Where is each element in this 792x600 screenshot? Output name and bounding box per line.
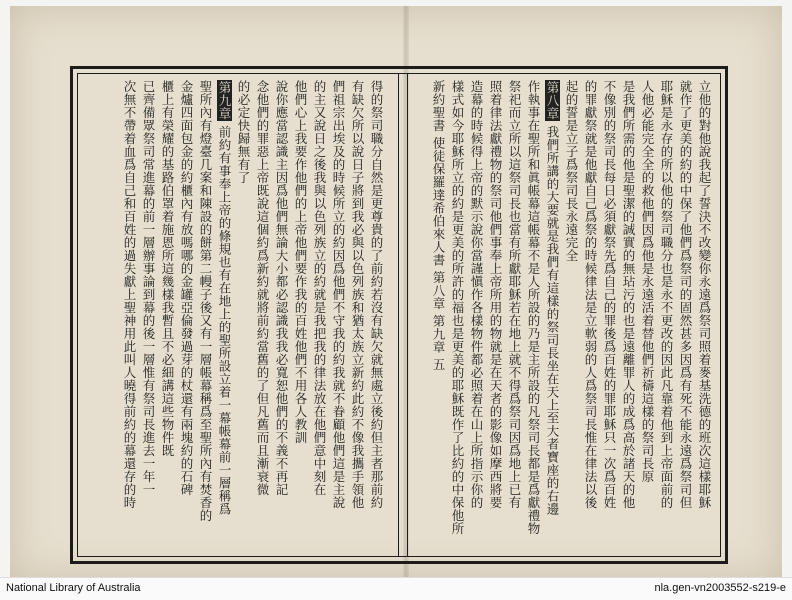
left-text-column: 得的祭司職分自然是更尊貴的了前約若沒有缺欠就無處立後約但主者那前約 (369, 80, 384, 509)
right-text-column: 的罪獻祭就是他獻自己爲祭的時候律法是立軟弱的人爲祭司長惟在律法以後 (583, 80, 598, 509)
left-text-column: 有缺欠所以說日子將到我必與以色列族和猶太族立新約此約不像我攜手領他 (350, 80, 365, 509)
right-text-column: 耶穌是永存的所以他的祭司職分也是永不更改的因此凡靠着他到上帝面前的 (659, 80, 674, 509)
left-text-column: 說你應當認識主因爲他們無論大小都必認識我我必寬恕他們的不義不再記 (274, 80, 289, 496)
center-gutter (398, 74, 408, 556)
right-text-column: 作執事在聖所和眞帳幕這帳幕不是人所設的乃是主所設的凡祭司長都是爲獻禮物 (526, 80, 541, 535)
left-text-column (215, 80, 234, 550)
left-text-column: 聖所內有燈臺几案和陳設的餅第二幔子後又有一層帳幕稱爲至聖所內有焚香的 (198, 80, 213, 522)
column-text: 我們所講的大要就是我們有這樣的祭司長坐在天上至大者寶座的右邊 (545, 121, 560, 516)
chapter-heading: 第八章 (545, 81, 560, 120)
left-text-column: 的必定快歸無有了 (236, 80, 251, 184)
right-text-column: 是我們所需的他是聖潔的誠實的無玷污的也是遠離罪人的成爲高於諸天的他 (621, 80, 636, 509)
text-frame (70, 66, 728, 564)
left-text-column: 金爐四面包金的約櫃內有放嗎哪的金罐亞倫發過芽的杖還有兩塊約的石碑 (179, 80, 194, 496)
text-frame-inner (77, 73, 721, 557)
left-page-text (84, 80, 386, 550)
right-text-column: 人他必能完全全的救他們因爲他是永遠活着替他們祈禱這樣的祭司長原 (640, 80, 655, 483)
right-text-column (543, 80, 562, 550)
right-text-column: 起的誓是立子爲祭司長永遠完全 (564, 80, 579, 262)
left-text-column: 們祖宗出埃及的時候所立的約因爲他們不守我的約我就不眷顧他們這是主說 (331, 80, 346, 509)
left-text-column: 的主又說日之後我與以色列族立的約就是我把我的律法放在他們意中刻在 (312, 80, 327, 496)
book-spread (10, 6, 782, 580)
left-text-column: 他們心上我要作他們的上帝他們要作我的百姓他們不用各人教訓 (293, 80, 308, 444)
column-text: 前約有事奉上帝的條規也有在地上的聖所設立着一幕帳幕前一層稱爲 (217, 121, 232, 516)
right-text-column: 照着律法獻禮物的祭司他們事奉上帝所用的物就是在天者的影像如摩西將要 (488, 80, 503, 509)
footer-identifier: nla.gen-vn2003552-s219-e (654, 582, 786, 594)
footer-source: National Library of Australia (6, 582, 141, 594)
left-text-column: 已齊備眾祭司常進幕的前一層辦事論到幕的後一層惟有祭司長進去一年一 (141, 80, 156, 496)
left-text-column: 次無不帶着血爲自己和百姓的過失獻上聖神用此叫人曉得前約的幕還存的時 (122, 80, 137, 509)
right-text-column: 就作了更美的約的中保了他們爲祭司的固然甚多因爲有死不能永遠爲祭司但 (678, 80, 693, 509)
right-text-column: 祭祀而立所以這祭司長也當有所獻耶穌若在地上就不得爲祭司因爲地上已有 (507, 80, 522, 509)
right-text-column: 新約聖書 使徒保羅達希伯來人書 第八章 第九章 五 (431, 80, 446, 371)
chapter-heading: 第九章 (217, 81, 232, 120)
right-text-column: 不像別的祭司長每日必須獻祭先爲自己的罪後爲百姓的罪耶穌只一次爲百姓 (602, 80, 617, 509)
right-text-column: 造幕的時候得上帝的默示說你當謹愼作各樣物件都必照着在山上所指示你的 (469, 80, 484, 509)
left-text-column: 念他們的罪惡上帝既說這個約爲新約就將前約當舊的了但凡舊而且漸衰微 (255, 80, 270, 496)
right-text-column: 樣式如今耶穌所立的約是更美的所許的福也是更美的耶穌既作了比約的中保他所 (450, 80, 465, 535)
right-page-text (412, 80, 714, 550)
attribution-bar (0, 577, 792, 600)
right-text-column: 立他的對他說我起了誓決不改變你永遠爲祭司照着麥基洗德的班次這樣耶穌 (697, 80, 712, 509)
left-text-column: 櫃上有榮耀的基路伯罩着施恩所這幾樣我暫且不必細講這些物件既 (160, 80, 175, 457)
